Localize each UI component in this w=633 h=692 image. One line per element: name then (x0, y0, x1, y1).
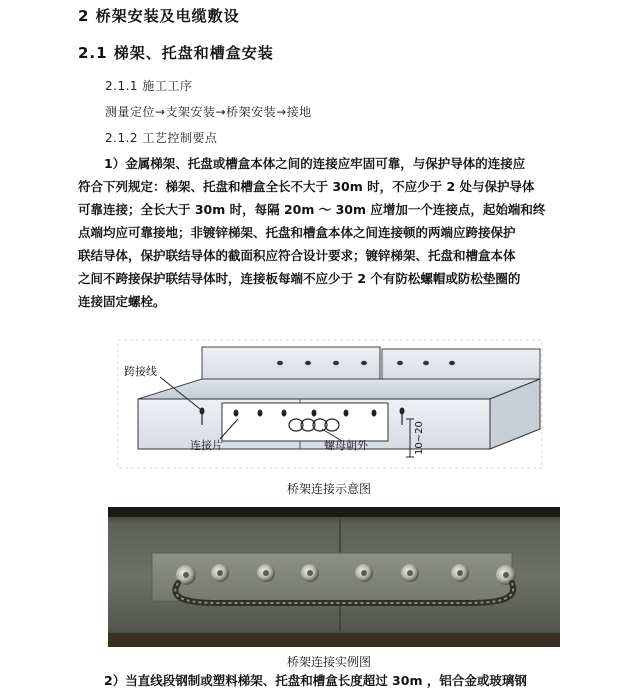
paragraph-line: 点端均应可靠接地；非镀锌梯架、托盘和槽盒本体之间连接顿的两端应跨接保护 (78, 225, 516, 240)
label-jumper: 跨接线 (124, 365, 157, 378)
paragraph-line: 符合下列规定：梯架、托盘和槽盒全长不大于 30m 时，不应少于 2 处与保护导体 (78, 179, 535, 194)
label-plate: 连接片 (190, 439, 223, 452)
paragraph-line: 连接固定螺栓。 (78, 294, 166, 309)
figure2-caption: 桥架连接实例图 (287, 655, 372, 669)
bridge-connection-diagram (110, 337, 548, 473)
procedure-text: 测量定位→支架安装→桥架安装→接地 (105, 105, 312, 119)
section-heading: 2 桥架安装及电缆敷设 (78, 7, 240, 25)
label-nut: 螺母朝外 (324, 439, 368, 452)
figure1-caption: 桥架连接示意图 (287, 482, 372, 496)
paragraph-line: 之间不跨接保护联结导体时，连接板每端不应少于 2 个有防松螺帽或防松垫圈的 (78, 271, 521, 286)
label-gap: 10~20 (414, 421, 425, 455)
paragraph-1 (78, 152, 578, 313)
paragraph-line: 1）金属梯架、托盘或槽盒本体之间的连接应牢固可靠，与保护导体的连接应 (104, 156, 526, 171)
step-heading: 2.1.1 施工工序 (105, 79, 193, 93)
paragraph-line: 联结导体，保护联结导体的截面积应符合设计要求；镀锌梯架、托盘和槽盒本体 (78, 248, 516, 263)
paragraph-line: 可靠连接；全长大于 30m 时，每隔 20m ～ 30m 应增加一个连接点，起始端和终 (78, 202, 546, 217)
paragraph-line: 2）当直线段钢制或塑料梯架、托盘和槽盒长度超过 30m ，铝合金或玻璃钢 (104, 673, 527, 688)
subsection-heading: 2.1 梯架、托盘和槽盒安装 (78, 44, 274, 62)
bridge-connection-photo (108, 507, 560, 647)
control-heading: 2.1.2 工艺控制要点 (105, 131, 218, 145)
